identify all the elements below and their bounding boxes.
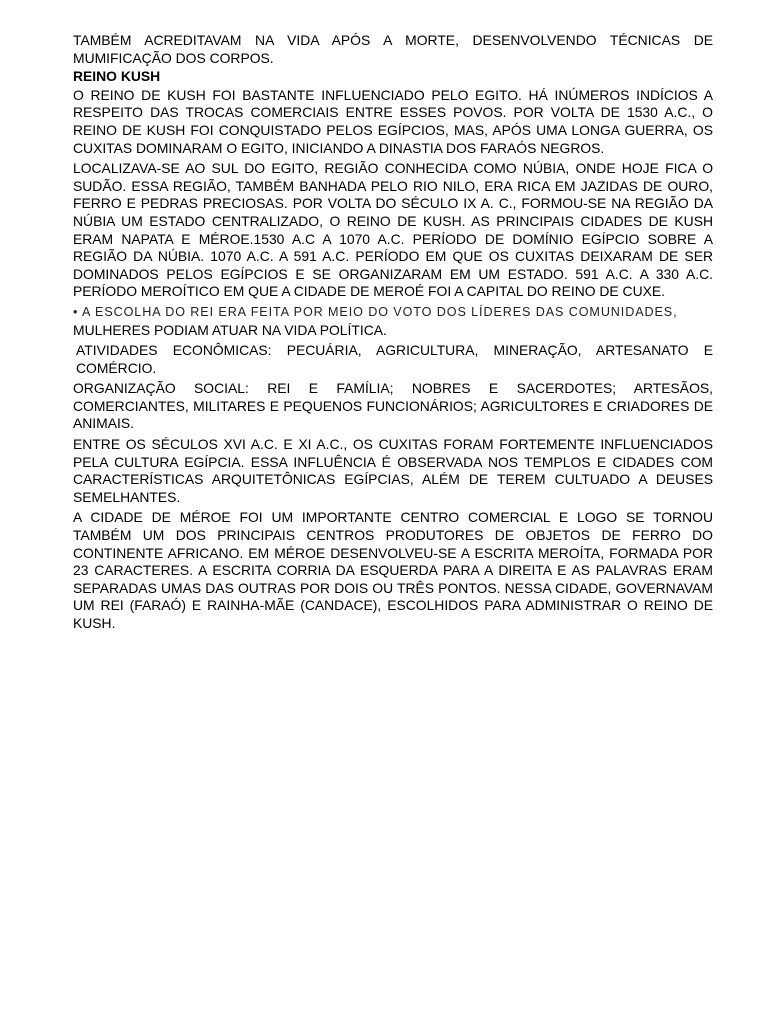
document-page	[73, 32, 713, 636]
paragraph-egyptian-influence: ENTRE OS SÉCULOS XVI A.C. E XI A.C., OS CUXITAS FORAM FORTEMENTE INFLUENCIADOS PELA CULTURA EGÍPCIA. ESSA INFLUÊNCIA É OBSERVADA NOS TEMPLOS E CIDADES COM CARACTERÍSTICAS ARQUITETÔNICAS EGÍPCIAS, ALÉM DE TEREM CULTUADO A DEUSES SEMELHANTES.	[73, 436, 713, 505]
paragraph-economy: ATIVIDADES ECONÔMICAS: PECUÁRIA, AGRICULTURA, MINERAÇÃO, ARTESANATO E COMÉRCIO.	[76, 342, 713, 376]
intro-paragraph: TAMBÉM ACREDITAVAM NA VIDA APÓS A MORTE, DESENVOLVENDO TÉCNICAS DE MUMIFICAÇÃO DOS CORPOS.	[73, 32, 713, 66]
paragraph-meroe: A CIDADE DE MÉROE FOI UM IMPORTANTE CENTRO COMERCIAL E LOGO SE TORNOU TAMBÉM UM DOS PRINCIPAIS CENTROS PRODUTORES DE OBJETOS DE FERRO DO CONTINENTE AFRICANO. EM MÉROE DESENVOLVEU-SE A ESCRITA MEROÍTA, FORMADA POR 23 CARACTERES. A ESCRITA CORRIA DA ESQUERDA PARA A DIREITA E AS PALAVRAS ERAM SEPARADAS UMAS DAS OUTRAS POR DOIS OU TRÊS PONTOS. NESSA CIDADE, GOVERNAVAM UM REI (FARAÓ) E RAINHA-MÃE (CANDACE), ESCOLHIDOS PARA ADMINISTRAR O REINO DE KUSH.	[73, 509, 713, 631]
section-heading: REINO KUSH	[73, 68, 161, 85]
paragraph-influence: O REINO DE KUSH FOI BASTANTE INFLUENCIADO PELO EGITO. HÁ INÚMEROS INDÍCIOS A RESPEITO DAS TROCAS COMERCIAIS ENTRE ESSES POVOS. POR VOLTA DE 1530 A.C., O REINO DE KUSH FOI CONQUISTADO PELOS EGÍPCIOS, MAS, APÓS UMA LONGA GUERRA, OS CUXITAS DOMINARAM O EGITO, INICIANDO A DINASTIA DOS FARAÓS NEGROS.	[73, 86, 713, 156]
paragraph-location: LOCALIZAVA-SE AO SUL DO EGITO, REGIÃO CONHECIDA COMO NÚBIA, ONDE HOJE FICA O SUDÃO. ESSA REGIÃO, TAMBÉM BANHADA PELO RIO NILO, ERA RICA EM JAZIDAS DE OURO, FERRO E PEDRAS PRECIOSAS. POR VOLTA DO SÉCULO IX A. C., FORMOU-SE NA REGIÃO DA NÚBIA UM ESTADO CENTRALIZADO, O REINO DE KUSH. AS PRINCIPAIS CIDADES DE KUSH ERAM NAPATA E MÉROE.1530 A.C A 1070 A.C. PERÍODO DE DOMÍNIO EGÍPCIO SOBRE A REGIÃO DA NÚBIA. 1070 A.C. A 591 A.C. PERÍODO EM QUE OS CUXITAS DEIXARAM DE SER DOMINADOS PELOS EGÍPCIOS E SE ORGANIZARAM EM UM ESTADO. 591 A.C. A 330 A.C. PERÍODO MEROÍTICO EM QUE A CIDADE DE MEROÉ FOI A CAPITAL DO REINO DE CUXE.	[73, 160, 713, 300]
bullet-king-election: • A ESCOLHA DO REI ERA FEITA POR MEIO DO VOTO DOS LÍDERES DAS COMUNIDADES,	[73, 304, 678, 319]
bullet-continuation: MULHERES PODIAM ATUAR NA VIDA POLÍTICA.	[73, 321, 387, 338]
paragraph-social-organization: ORGANIZAÇÃO SOCIAL: REI E FAMÍLIA; NOBRES E SACERDOTES; ARTESÃOS, COMERCIANTES, MILITARES E PEQUENOS FUNCIONÁRIOS; AGRICULTORES E CRIADORES DE ANIMAIS.	[73, 380, 713, 432]
